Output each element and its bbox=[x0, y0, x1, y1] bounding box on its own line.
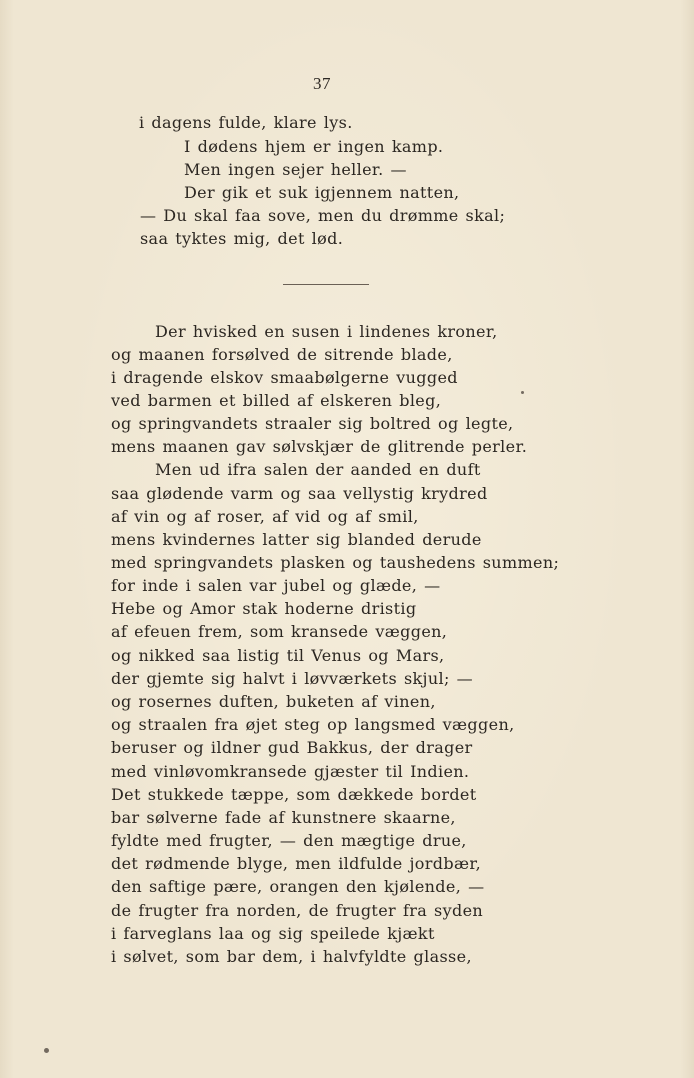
poem-line: ved barmen et billed af elskeren bleg, bbox=[111, 391, 442, 410]
poem-line: den saftige pære, orangen den kjølende, — bbox=[111, 877, 485, 896]
poem-line: og rosernes duften, buketen af vinen, bbox=[111, 692, 436, 711]
poem-line: af efeuen frem, som kransede væggen, bbox=[111, 622, 448, 641]
poem-line: og maanen forsølved de sitrende blade, bbox=[111, 345, 453, 364]
poem-line: med springvandets plasken og taushedens summen; bbox=[111, 553, 560, 572]
poem-line: af vin og af roser, af vid og af smil, bbox=[111, 507, 419, 526]
poem-line: der gjemte sig halvt i løvværkets skjul; — bbox=[111, 669, 474, 688]
poem-line: mens maanen gav sølvskjær de glitrende perler. bbox=[111, 437, 528, 456]
poem-line: Hebe og Amor stak hoderne dristig bbox=[111, 599, 417, 618]
poem-line: og springvandets straaler sig boltred og legte, bbox=[111, 414, 514, 433]
poem-line: i dagens fulde, klare lys. bbox=[139, 113, 353, 132]
poem-line: det rødmende blyge, men ildfulde jordbær, bbox=[111, 854, 482, 873]
poem-line: fyldte med frugter, — den mægtige drue, bbox=[111, 831, 467, 850]
poem-line: bar sølverne fade af kunstnere skaarne, bbox=[111, 808, 456, 827]
poem-line: Der hvisked en susen i lindenes kroner, bbox=[155, 322, 498, 341]
poem-line: og straalen fra øjet steg op langsmed væggen, bbox=[111, 715, 515, 734]
paper-speck bbox=[521, 391, 524, 394]
page-number: 37 bbox=[313, 74, 331, 93]
poem-line: Men ingen sejer heller. — bbox=[184, 160, 407, 179]
poem-line: I dødens hjem er ingen kamp. bbox=[184, 137, 444, 156]
poem-line: saa glødende varm og saa vellystig krydred bbox=[111, 484, 488, 503]
poem-line: beruser og ildner gud Bakkus, der drager bbox=[111, 738, 473, 757]
poem-line: i farveglans laa og sig speilede kjækt bbox=[111, 924, 435, 943]
poem-line: for inde i salen var jubel og glæde, — bbox=[111, 576, 441, 595]
section-divider bbox=[283, 284, 369, 285]
poem-line: — Du skal faa sove, men du drømme skal; bbox=[140, 206, 506, 225]
poem-line: Det stukkede tæppe, som dækkede bordet bbox=[111, 785, 477, 804]
paper-speck bbox=[44, 1048, 49, 1053]
poem-line: mens kvindernes latter sig blanded derude bbox=[111, 530, 482, 549]
poem-line: og nikked saa listig til Venus og Mars, bbox=[111, 646, 445, 665]
poem-line: i sølvet, som bar dem, i halvfyldte glasse, bbox=[111, 947, 472, 966]
poem-line: Men ud ifra salen der aanded en duft bbox=[155, 460, 481, 479]
poem-line: de frugter fra norden, de frugter fra syden bbox=[111, 901, 484, 920]
poem-line: med vinløvomkransede gjæster til Indien. bbox=[111, 762, 470, 781]
poem-line: Der gik et suk igjennem natten, bbox=[184, 183, 460, 202]
poem-line: i dragende elskov smaabølgerne vugged bbox=[111, 368, 458, 387]
poem-line: saa tyktes mig, det lød. bbox=[140, 229, 344, 248]
